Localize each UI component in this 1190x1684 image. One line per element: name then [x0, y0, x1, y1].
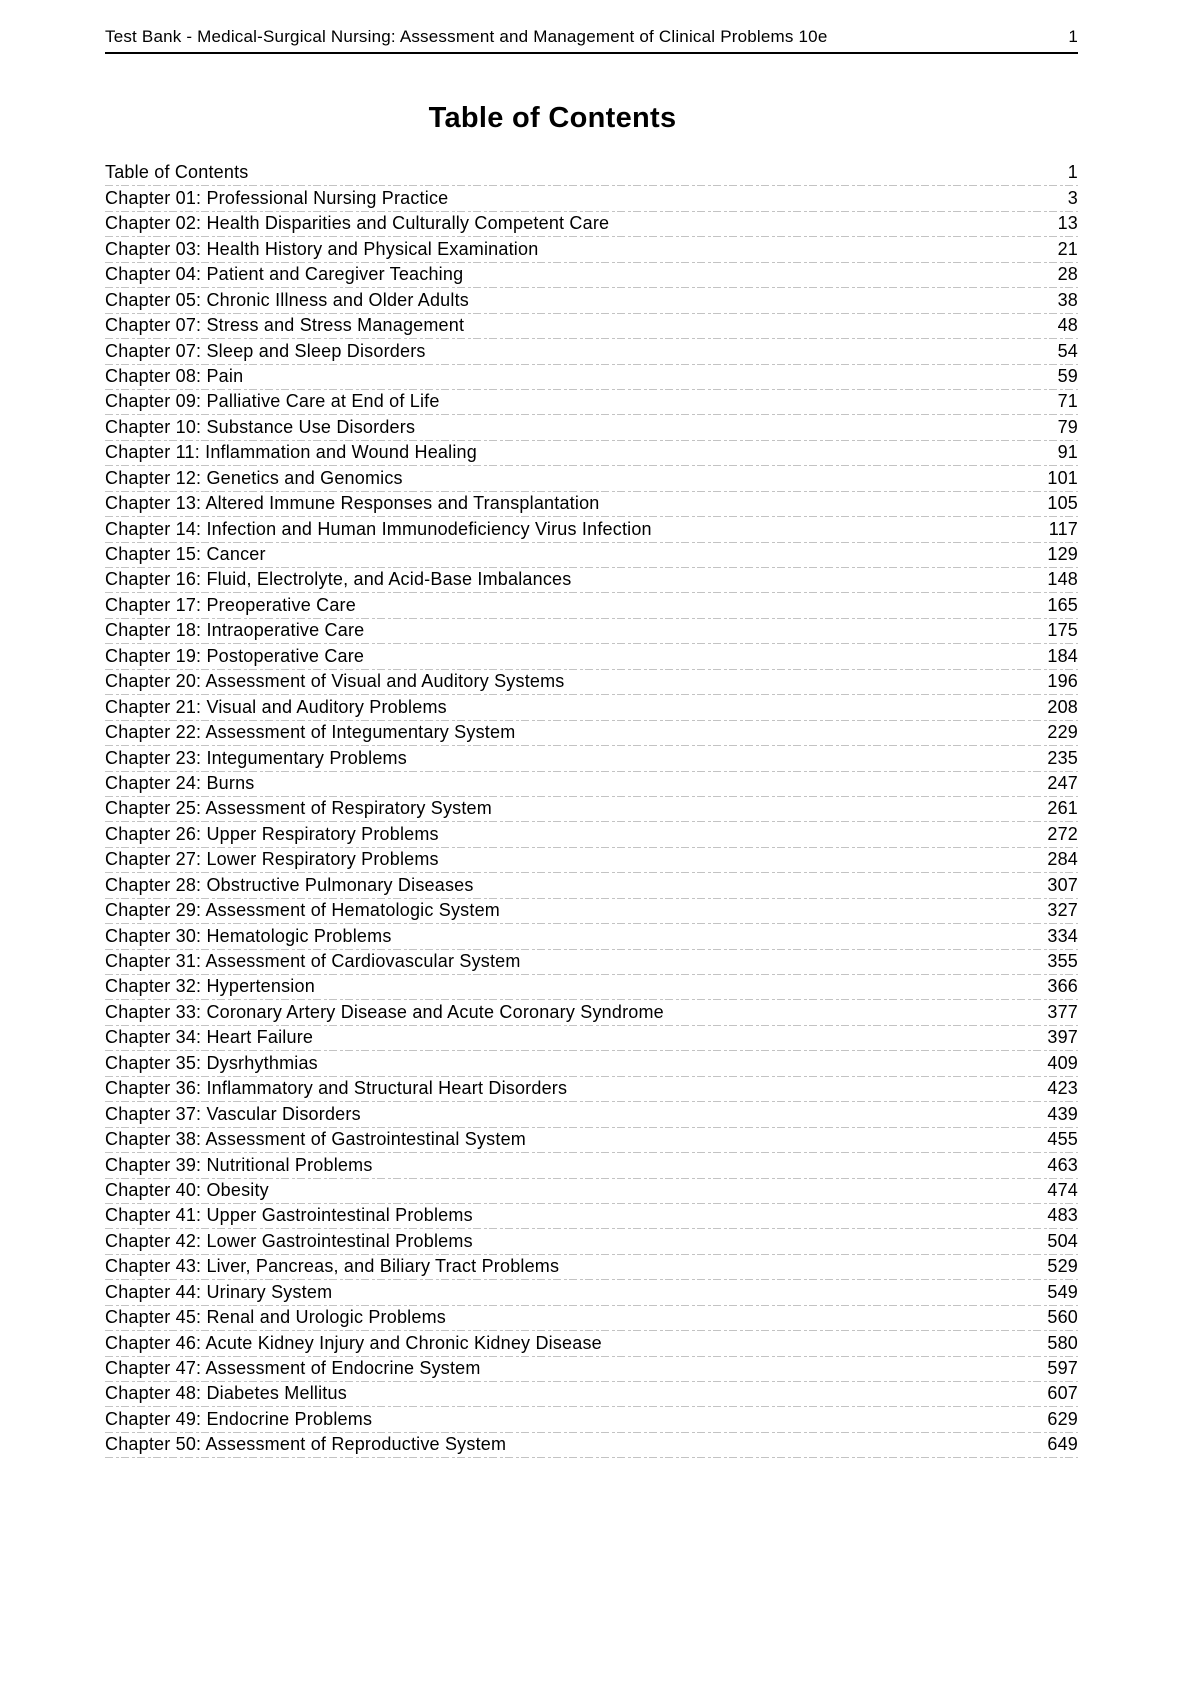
toc-entry-label: Chapter 38: Assessment of Gastrointestinal System [105, 1129, 526, 1150]
toc-entry [105, 1051, 1078, 1076]
toc-entry [105, 1128, 1078, 1153]
header-title: Test Bank - Medical-Surgical Nursing: Assessment and Management of Clinical Problems 10e [105, 27, 828, 46]
toc-entry-label: Chapter 34: Heart Failure [105, 1027, 314, 1048]
toc-entry-label: Chapter 12: Genetics and Genomics [105, 467, 403, 488]
toc-entry-label: Chapter 07: Stress and Stress Management [105, 315, 465, 336]
toc-entry [105, 797, 1078, 822]
toc-entry-page: 59 [1057, 365, 1078, 386]
toc-entry-label: Chapter 39: Nutritional Problems [105, 1154, 373, 1175]
toc-entry-label: Chapter 36: Inflammatory and Structural Heart Disorders [105, 1078, 568, 1099]
toc-entry-page: 71 [1057, 391, 1078, 412]
toc-entry-page: 560 [1047, 1307, 1078, 1328]
page-title: Table of Contents [428, 102, 677, 134]
toc-entry-page: 175 [1047, 620, 1078, 641]
toc-entry [105, 517, 1078, 542]
toc-entry-label: Chapter 17: Preoperative Care [105, 594, 356, 615]
toc-entry [105, 746, 1078, 771]
toc-entry [105, 695, 1078, 720]
toc-entry-label: Chapter 27: Lower Respiratory Problems [105, 849, 439, 870]
toc-entry [105, 721, 1078, 746]
toc-entry-page: 397 [1047, 1027, 1078, 1048]
toc-entry [105, 1000, 1078, 1025]
toc-entry-label: Chapter 18: Intraoperative Care [105, 620, 365, 641]
toc-entry [105, 492, 1078, 517]
toc-entry [105, 212, 1078, 237]
toc-entry-page: 334 [1047, 925, 1078, 946]
toc-entry [105, 822, 1078, 847]
toc-entry-page: 1 [1067, 162, 1078, 183]
toc-entry-page: 101 [1047, 467, 1078, 488]
toc-entry-label: Chapter 24: Burns [105, 772, 255, 793]
toc-entry [105, 873, 1078, 898]
toc-entry [105, 1204, 1078, 1229]
toc-entry-page: 355 [1047, 951, 1078, 971]
toc-entry [105, 1102, 1078, 1127]
toc-entry-page: 549 [1047, 1281, 1078, 1302]
page-header [105, 27, 1078, 54]
toc-entry-page: 148 [1047, 569, 1078, 590]
toc-entry-page: 649 [1047, 1434, 1078, 1455]
toc-entry-page: 21 [1057, 238, 1078, 259]
toc-entry-page: 165 [1047, 594, 1078, 615]
toc-entry-page: 196 [1047, 671, 1078, 692]
toc-entry-page: 504 [1047, 1230, 1078, 1251]
toc-entry [105, 1077, 1078, 1102]
toc-entry-label: Chapter 28: Obstructive Pulmonary Diseases [105, 874, 474, 895]
toc-entry-label: Chapter 22: Assessment of Integumentary System [105, 722, 516, 743]
toc-entry [105, 975, 1078, 1000]
toc-entry [105, 186, 1078, 211]
toc-entry [105, 1407, 1078, 1432]
toc-entry-label: Chapter 26: Upper Respiratory Problems [105, 823, 439, 844]
toc-entry-page: 79 [1057, 416, 1078, 437]
toc-entry-label: Chapter 09: Palliative Care at End of Life [105, 391, 440, 412]
toc-entry-page: 105 [1047, 493, 1078, 514]
toc-entry-label: Chapter 40: Obesity [105, 1179, 269, 1200]
toc-entry-label: Chapter 41: Upper Gastrointestinal Problems [105, 1205, 473, 1226]
toc-entry-page: 13 [1057, 213, 1078, 234]
toc-entry [105, 593, 1078, 618]
toc-entry [105, 365, 1078, 390]
toc-entry-label: Chapter 42: Lower Gastrointestinal Problems [105, 1230, 473, 1251]
toc-entry-label: Chapter 37: Vascular Disorders [105, 1103, 361, 1124]
toc-entry-label: Chapter 02: Health Disparities and Culturally Competent Care [105, 213, 610, 234]
toc-entry-label: Chapter 16: Fluid, Electrolyte, and Acid-Base Imbalances [105, 569, 572, 590]
toc-entry [105, 237, 1078, 262]
toc-entry [105, 772, 1078, 797]
toc-entry-label: Chapter 50: Assessment of Reproductive System [105, 1434, 507, 1455]
toc-entry [105, 1255, 1078, 1280]
toc-entry-page: 247 [1047, 772, 1078, 793]
toc-entry [105, 1179, 1078, 1204]
toc-entry [105, 390, 1078, 415]
toc-entry [105, 848, 1078, 873]
toc-entry-label: Chapter 13: Altered Immune Responses and Transplantation [105, 493, 600, 514]
toc-entry-page: 483 [1047, 1205, 1078, 1226]
toc-entry [105, 1382, 1078, 1407]
toc-entry-page: 409 [1047, 1052, 1078, 1073]
toc-entry-page: 117 [1048, 518, 1078, 539]
toc-entry [105, 1280, 1078, 1305]
toc-entry [105, 950, 1078, 975]
toc-entry-page: 3 [1067, 187, 1078, 208]
toc-entry-page: 377 [1047, 1001, 1078, 1022]
toc-entry [105, 568, 1078, 593]
toc-entry [105, 314, 1078, 339]
toc-entry-label: Chapter 15: Cancer [105, 544, 266, 564]
toc-entry-label: Chapter 03: Health History and Physical Examination [105, 238, 539, 259]
toc-entry-label: Chapter 45: Renal and Urologic Problems [105, 1307, 446, 1328]
toc-entry-label: Chapter 31: Assessment of Cardiovascular System [105, 951, 521, 971]
toc-entry [105, 415, 1078, 440]
toc-entry [105, 466, 1078, 491]
toc-entry-page: 423 [1047, 1078, 1078, 1099]
toc-entry-page: 129 [1047, 544, 1078, 564]
toc-entry [105, 924, 1078, 949]
toc-entry [105, 339, 1078, 364]
toc-entry-label: Chapter 47: Assessment of Endocrine System [105, 1358, 481, 1378]
toc-entry-page: 28 [1057, 264, 1078, 285]
toc-entry-page: 474 [1047, 1179, 1078, 1200]
toc-entry-label: Chapter 43: Liver, Pancreas, and Biliary Tract Problems [105, 1256, 560, 1277]
toc-entry-page: 272 [1047, 823, 1078, 844]
toc-entry [105, 1026, 1078, 1051]
toc-entry-label: Chapter 25: Assessment of Respiratory System [105, 798, 492, 819]
toc-entry-page: 208 [1047, 696, 1078, 717]
toc-entry-page: 366 [1047, 976, 1078, 997]
toc-entry-label: Chapter 10: Substance Use Disorders [105, 416, 416, 437]
toc-entry-label: Chapter 08: Pain [105, 365, 244, 386]
toc-entry-label: Table of Contents [105, 162, 249, 183]
toc-entry-page: 307 [1047, 874, 1078, 895]
toc-entry-label: Chapter 49: Endocrine Problems [105, 1408, 373, 1429]
toc-entry-label: Chapter 48: Diabetes Mellitus [105, 1383, 347, 1404]
toc-entry [105, 899, 1078, 924]
toc-entry-page: 261 [1047, 798, 1078, 819]
toc-entry [105, 1306, 1078, 1331]
toc-entry-label: Chapter 35: Dysrhythmias [105, 1052, 318, 1073]
toc-entry-label: Chapter 46: Acute Kidney Injury and Chronic Kidney Disease [105, 1332, 602, 1353]
toc-entry-page: 439 [1047, 1103, 1078, 1124]
toc-entry [105, 263, 1078, 288]
toc-entry-page: 529 [1047, 1256, 1078, 1277]
toc-entry [105, 644, 1078, 669]
toc-entry-page: 327 [1047, 900, 1078, 921]
toc-entry [105, 619, 1078, 644]
toc-entry-page: 38 [1057, 289, 1078, 310]
toc-entry-label: Chapter 44: Urinary System [105, 1281, 333, 1302]
toc-entry-page: 91 [1057, 442, 1078, 463]
toc-entry-page: 48 [1057, 315, 1078, 336]
toc-entry [105, 161, 1078, 186]
toc-entry-label: Chapter 21: Visual and Auditory Problems [105, 696, 447, 717]
toc-entry-label: Chapter 07: Sleep and Sleep Disorders [105, 340, 426, 361]
toc-list [105, 161, 1078, 1458]
toc-entry-label: Chapter 05: Chronic Illness and Older Adults [105, 289, 469, 310]
toc-entry [105, 1229, 1078, 1254]
toc-entry [105, 543, 1078, 568]
toc-entry-page: 463 [1047, 1154, 1078, 1175]
toc-entry-label: Chapter 11: Inflammation and Wound Healing [105, 442, 477, 463]
toc-entry [105, 1331, 1078, 1356]
toc-entry-label: Chapter 14: Infection and Human Immunodeficiency Virus Infection [105, 518, 652, 539]
toc-entry-label: Chapter 29: Assessment of Hematologic System [105, 900, 500, 921]
toc-entry [105, 441, 1078, 466]
toc-entry-label: Chapter 01: Professional Nursing Practice [105, 187, 449, 208]
toc-entry [105, 288, 1078, 313]
toc-entry-page: 455 [1047, 1129, 1078, 1150]
toc-entry-label: Chapter 30: Hematologic Problems [105, 925, 392, 946]
toc-entry-page: 607 [1047, 1383, 1078, 1404]
toc-entry-label: Chapter 23: Integumentary Problems [105, 747, 407, 768]
toc-entry-page: 235 [1047, 747, 1078, 768]
toc-entry [105, 1153, 1078, 1178]
toc-entry-page: 629 [1047, 1408, 1078, 1429]
toc-entry [105, 670, 1078, 695]
toc-entry-page: 284 [1047, 849, 1078, 870]
toc-entry [105, 1357, 1078, 1382]
toc-entry-page: 54 [1057, 340, 1078, 361]
toc-entry-label: Chapter 20: Assessment of Visual and Auditory Systems [105, 671, 565, 692]
toc-entry-label: Chapter 19: Postoperative Care [105, 645, 365, 666]
toc-entry-label: Chapter 04: Patient and Caregiver Teaching [105, 264, 464, 285]
toc-entry-label: Chapter 32: Hypertension [105, 976, 315, 997]
header-page-number: 1 [1068, 27, 1078, 46]
toc-entry [105, 1433, 1078, 1458]
toc-entry-page: 597 [1047, 1358, 1078, 1378]
toc-entry-page: 184 [1047, 645, 1078, 666]
toc-entry-label: Chapter 33: Coronary Artery Disease and Acute Coronary Syndrome [105, 1001, 664, 1022]
toc-entry-page: 580 [1047, 1332, 1078, 1353]
toc-entry-page: 229 [1047, 722, 1078, 743]
